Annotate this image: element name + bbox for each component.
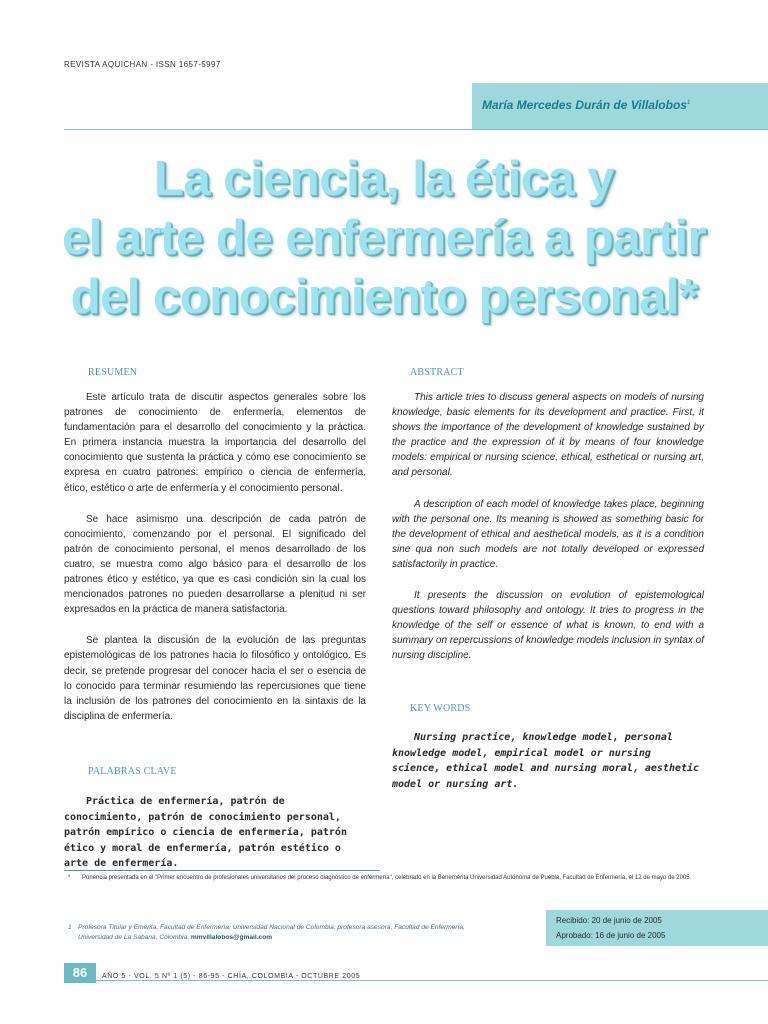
dates-box [546, 910, 768, 946]
resumen-paragraph: Se hace asimismo una descripción de cada patrón de conocimiento, comenzando por el personal. El significado del patrón de conocimiento personal, el menos desarrollado de los cuatro, se muestra como algo básico para el desarrollo de los patrones ético y estético, ya que es casi condición sin la cual los mencionados patrones no pueden desarrollarse a plenitud ni ser expresados en la práctica de manera satisfactoria. [64, 513, 366, 616]
abstract-heading: ABSTRACT [410, 367, 464, 378]
journal-header: REVISTA AQUICHAN - ISSN 1657-5997 [64, 60, 221, 69]
title-line-2: el arte de enfermería a partir [61, 211, 707, 265]
approved-date: Aprobado: 16 de junio de 2005 [556, 931, 666, 940]
footnote-author-mark: 1 [68, 924, 72, 931]
footer-rule [64, 980, 768, 981]
palabras-clave-text: Práctica de enfermería, patrón de conocimiento, patrón de conocimiento personal, patrón empírico o ciencia de enfermería, patrón ético y moral de enfermería, patrón estético o arte de enfermería. [64, 796, 347, 870]
author-name-text: María Mercedes Durán de Villalobos [482, 98, 687, 112]
issue-info: AÑO 5 - VOL. 5 Nº 1 (5) - 86-95 - CHÍA, COLOMBIA - OCTUBRE 2005 [102, 973, 361, 980]
key-words-heading: KEY WORDS [410, 703, 471, 714]
resumen-paragraph: Se plantea la discusión de la evolución de las preguntas epistemológicas de los patrones hacia lo filosófico y ontológico. Es decir, se pretende progresar del conocer hacia el ser o esencia de lo conocido para terminar resumiendo las repercusiones que tiene la inclusión de los patrones del conocimiento en la sintaxis de la disciplina de enfermería. [64, 635, 366, 722]
footnote-star [64, 874, 704, 883]
resumen-heading: RESUMEN [88, 367, 138, 378]
article-title [60, 150, 708, 327]
author-email-link[interactable]: mmvillalobos@gmail.com [190, 934, 273, 941]
key-words-text: Nursing practice, knowledge model, personal knowledge model, empirical model or nursing science, ethical model and nursing moral, aesthetic model or nursing art. [392, 732, 700, 790]
resumen-body [64, 390, 366, 740]
title-line-1: La ciencia, la ética y [153, 152, 615, 206]
footnote-author-text: Profesora Titular y Emérita, Facultad de Enfermería, Universidad Nacional de Colombia; profesora asesora, Facultad de Enfermería, Universidad de La Sabana, Colombia. [78, 924, 465, 941]
palabras-clave-heading: PALABRAS CLAVE [88, 766, 177, 777]
author-footnote-mark: 1 [686, 100, 691, 106]
footnote-star-mark: * [68, 875, 71, 881]
title-line-3: del conocimiento personal* [70, 270, 698, 324]
footnote-author [64, 923, 484, 943]
abstract-paragraph: It presents the discussion on evolution of epistemological questions toward philosophy and ontology. It tries to progress in the knowledge of the self or essence of what is known, to end with a summary on repercussions of knowledge models inclusion in syntax of nursing discipline. [392, 590, 704, 662]
footnote-star-text: Ponencia presentada en el "Primer encuentro de profesionales universitarios del proceso diagnóstico de enfermería", celebrado en la Benemérita Universidad Autónoma de Puebla, Facultad de Enfermería, el 12 de mayo de 2005. [82, 875, 692, 881]
author-banner [472, 83, 768, 129]
page-number-box [64, 963, 96, 983]
abstract-body [392, 390, 704, 680]
received-date: Recibido: 20 de junio de 2005 [556, 916, 662, 925]
resumen-paragraph: Este artículo trata de discutir aspectos generales sobre los patrones de conocimiento de enfermería, elementos de fundamentación para el desarrollo del conocimiento y la práctica. En primera instancia muestra la importancia del desarrollo del conocimiento que sustenta la práctica y cómo ese conocimiento se expresa en cuatro patrones: empírico o ciencia de enfermería, ético, estético o arte de enfermería y el conocimiento personal. [64, 392, 366, 494]
header-rule [64, 129, 768, 130]
abstract-paragraph: This article tries to discuss general aspects on models of nursing knowledge, basic elements for its development and practice. First, it shows the importance of the development of knowledge sustained by the practice and the expression of it by means of four knowledge models: empirical or nursing science, ethical, esthetical or nursing art, and personal. [392, 392, 704, 479]
footnote-rule [64, 870, 380, 871]
abstract-paragraph: A description of each model of knowledge takes place, beginning with the personal one. Its meaning is showed as something basic for the development of ethical and aesthetical models, as it is a condition sine qua non such models are not totally developed or expressed satisfactorily in practice. [392, 498, 704, 570]
author-name [482, 98, 690, 112]
page-number: 86 [72, 965, 88, 980]
